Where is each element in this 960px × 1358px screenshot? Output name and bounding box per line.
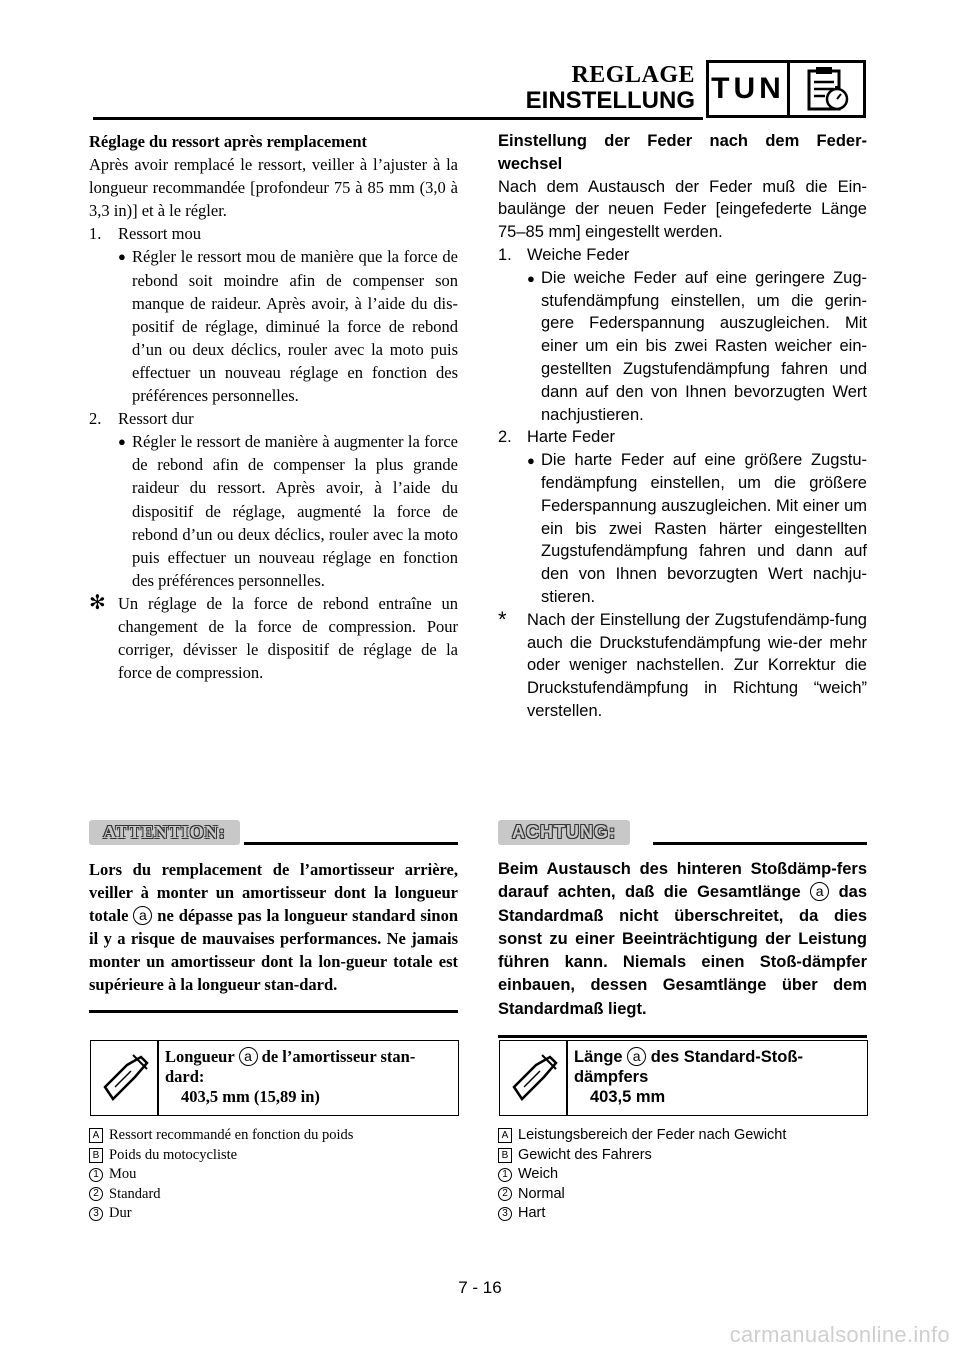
achtung-text: Beim Austausch des hinteren Stoßdämp-fers darauf achten, daß die Gesamtlänge a das Standardmaß nicht überschreitet, da dies sonst zu einer Beeinträchtigung der Leistung führen kann. Niemals einen Stoß-dämpfer einbauen, dessen Gesamtlänge über dem Standardmaß liegt. [498, 860, 868, 1018]
left-item-1: 1. Ressort mou [89, 224, 201, 244]
spec-value: 403,5 mm (15,89 in) [181, 1087, 320, 1106]
left-item-2: 2. Ressort dur [89, 409, 194, 429]
legend-item: B Poids du motocycliste [89, 1146, 353, 1166]
left-attention [89, 820, 458, 1013]
legend-item: 2 Standard [89, 1185, 353, 1205]
legend-item: A Ressort recommandé en fonction du poids [89, 1126, 353, 1146]
attention-text: Lors du remplacement de l’amortisseur arrière, veiller à monter un amortisseur dont la longueur totale a ne dépasse pas la longueur standard sinon il y a risque de mauvaises performances. Ne jamais monter un amortisseur dont la lon-gueur totale est supérieure à la longueur stan-dard. [89, 860, 458, 994]
left-spec-box [90, 1040, 459, 1116]
legend-item: 1 Mou [89, 1165, 353, 1185]
caliper-hand-icon [97, 1047, 153, 1103]
left-heading: Réglage du ressort après remplacement [89, 132, 367, 151]
left-intro: Après avoir remplacé le ressort, veiller à l’ajuster à la longueur recommandée [profondeur 75 à 85 mm (3,0 à 3,3 in)] et à le régler. [89, 155, 458, 221]
section-title-de: EINSTELLUNG [525, 87, 695, 114]
right-item-2: 2. Harte Feder [498, 428, 616, 447]
section-title-fr: REGLAGE [571, 62, 695, 88]
legend-item: A Leistungsbereich der Feder nach Gewicht [498, 1126, 786, 1146]
right-legend [498, 1126, 786, 1224]
achtung-label: ACHTUNG: [498, 820, 630, 845]
right-spec-box [499, 1040, 868, 1116]
page-number: 7 - 16 [458, 1278, 502, 1297]
legend-item: 2 Normal [498, 1185, 786, 1205]
legend-item: 3 Dur [89, 1204, 353, 1224]
spec-label: Länge a des Standard-Stoß-dämpfers [574, 1048, 803, 1086]
right-bullet-1: ● Die weiche Feder auf eine geringere Zug-stufendämpfung einstellen, um die gerin-gere Federspannung auszugleichen. Mit einer um ein bis zwei Rasten weicher ein-gestellten Zugstufendämpfung fahren und dann auf den von Ihnen bevorzugten Wert nachjustieren. [527, 268, 867, 424]
left-column [89, 130, 458, 684]
legend-item: B Gewicht des Fahrers [498, 1146, 786, 1166]
right-note: * Nach der Einstellung der Zugstufendämp-fung auch die Druckstufendämpfung wie-der mehr oder weniger nachstellen. Zur Korrektur die Druckstufendämpfung in Richtung “weich” verstellen. [498, 606, 867, 720]
header-rule [93, 117, 703, 120]
spec-value: 403,5 mm [590, 1088, 666, 1106]
legend-item: 3 Hart [498, 1204, 786, 1224]
watermark: carmanualsonline.info [729, 1322, 950, 1347]
legend-item: 1 Weich [498, 1165, 786, 1185]
right-item-1: 1. Weiche Feder [498, 245, 630, 264]
right-heading: Einstellung der Feder nach dem Feder-wechsel [498, 132, 867, 173]
right-attention [498, 820, 867, 1038]
right-intro: Nach dem Austausch der Feder muß die Ein-baulänge der neuen Feder [eingefederte Länge 75–85 mm] eingestellt werden. [498, 177, 867, 242]
right-bullet-2: ● Die harte Feder auf eine größere Zugstu-fendämpfung einstellen, um die größere Federspannung auszugleichen. Mit einer um ein bis zwei Rasten härter eingestellten Zugstufendämpfung fahren und dann auf den von Ihnen bevorzugten Wert nachju-stieren. [527, 451, 867, 606]
section-code-box: TUN [706, 60, 790, 118]
spec-label: Longueur a de l’amortisseur stan-dard: [165, 1047, 416, 1086]
attention-label: ATTENTION: [89, 820, 240, 845]
left-note: ✻ Un réglage de la force de rebond entraîne un changement de la force de compression. Pour corriger, dévisser le dispositif de réglage de la force de compression. [89, 591, 458, 683]
caliper-hand-icon [506, 1047, 562, 1103]
left-bullet-2: ● Régler le ressort de manière à augmenter la force de rebond afin de compenser la plus grande raideur du ressort. Après avoir, à l’aide du dispositif de réglage, augmenté la force de rebond d’un ou deux déclics, rouler avec la moto puis effectuer un nouveau réglage en fonction des préférences personnelles. [118, 432, 458, 590]
clipboard-stopwatch-icon [790, 60, 866, 118]
left-bullet-1: ● Régler le ressort mou de manière que la force de rebond soit moindre afin de compenser son manque de raideur. Après avoir, à l’aide du dis-positif de réglage, diminué la force de rebond d’un ou deux déclics, rouler avec la moto puis effectuer un nouveau réglage en fonction des préférences personnelles. [118, 247, 458, 406]
left-legend [89, 1126, 353, 1224]
right-column [498, 130, 867, 723]
